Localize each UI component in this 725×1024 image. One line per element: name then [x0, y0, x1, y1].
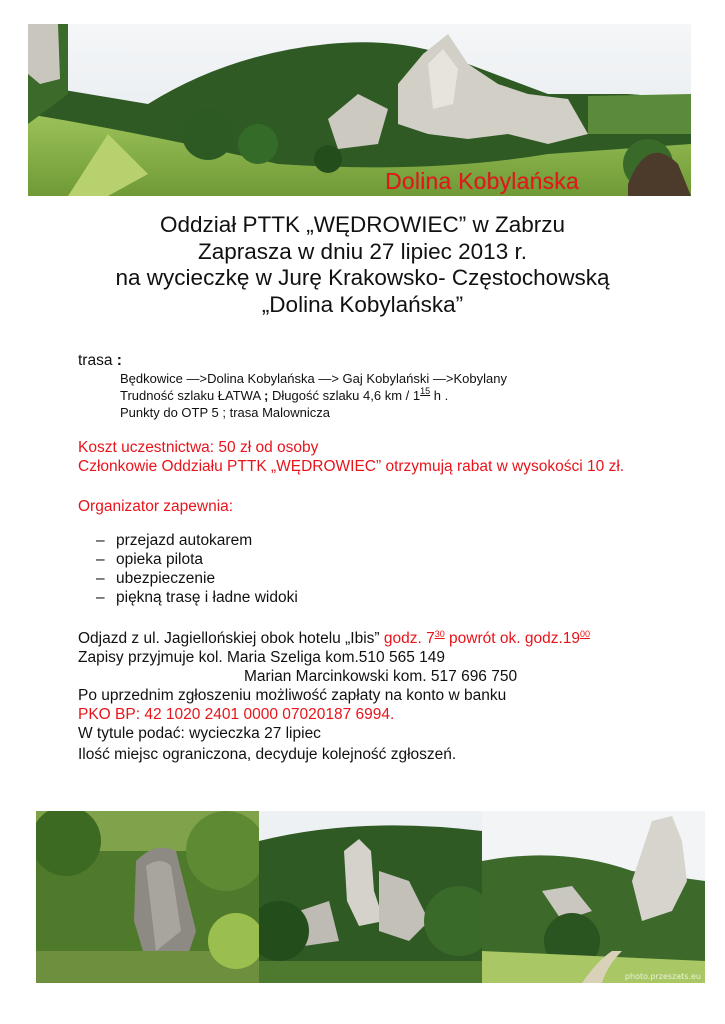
payment-line: Po uprzednim zgłoszeniu możliwość zapłaty na konto w banku: [78, 687, 507, 704]
list-item: – piękną trasę i ładne widoki: [96, 588, 298, 607]
hero-caption: Dolina Kobylańska: [385, 168, 579, 194]
departure-line: Odjazd z ul. Jagiellońskiej obok hotelu „Ibis” godz. $7^{30}$ powrót ok. $godz.19^{00}$: [78, 629, 591, 647]
discount-line: Członkowie Oddziału PTTK „WĘDROWIEC” otrzymują rabat w wysokości 10 zł.: [78, 458, 625, 475]
signup-line-1: Zapisy przyjmuje kol. Maria Szeliga kom.510 565 149: [78, 649, 446, 666]
route-difficulty: Trudność szlaku ŁATWA ; Długość szlaku 4,6 km / $1^{15}$ h .: [120, 386, 449, 403]
bank-account: PKO BP: 42 1020 2401 0000 07020187 6994.: [78, 706, 395, 723]
route-points: Punkty do OTP 5 ; trasa Malownicza: [120, 405, 331, 420]
signup-line-2: Marian Marcinkowski kom. 517 696 750: [244, 668, 518, 685]
info-block: [78, 629, 590, 764]
route-details: [120, 370, 507, 421]
limit-note: Ilość miejsc ograniczona, decyduje kolejność zgłoszeń.: [78, 746, 457, 763]
list-item: – ubezpieczenie: [96, 569, 298, 588]
list-item: – przejazd autokarem: [96, 531, 298, 550]
rock-photo-1: [36, 811, 259, 983]
cost-line: Koszt uczestnictwa: 50 zł od osoby: [78, 439, 319, 456]
route-label: trasa :: [78, 352, 122, 369]
cost-block: [78, 438, 624, 476]
rock-photo-2: [259, 811, 482, 983]
rock-photo-3: [482, 811, 705, 983]
route-path: Będkowice —>Dolina Kobylańska —> Gaj Kobylański —>Kobylany: [120, 371, 507, 386]
title-note: W tytule podać: wycieczka 27 lipiec: [78, 725, 321, 742]
headline-line-4: „Dolina Kobylańska”: [261, 291, 464, 317]
invitation-headline: [0, 212, 725, 318]
organizer-list: [96, 531, 298, 607]
headline-line-3: na wycieczkę w Jurę Krakowsko- Częstochowską: [115, 265, 610, 290]
list-item: – opieka pilota: [96, 550, 298, 569]
organizer-heading: Organizator zapewnia:: [78, 498, 234, 515]
valley-panorama-image: [28, 24, 691, 196]
hero-photo: [28, 24, 691, 196]
headline-line-1: Oddział PTTK „WĘDROWIEC” w Zabrzu: [159, 212, 566, 237]
photo-strip: [36, 811, 705, 983]
photo-watermark: photo.przeszats.eu: [624, 972, 701, 981]
headline-line-2: Zaprasza w dniu 27 lipiec 2013 r.: [198, 238, 527, 264]
